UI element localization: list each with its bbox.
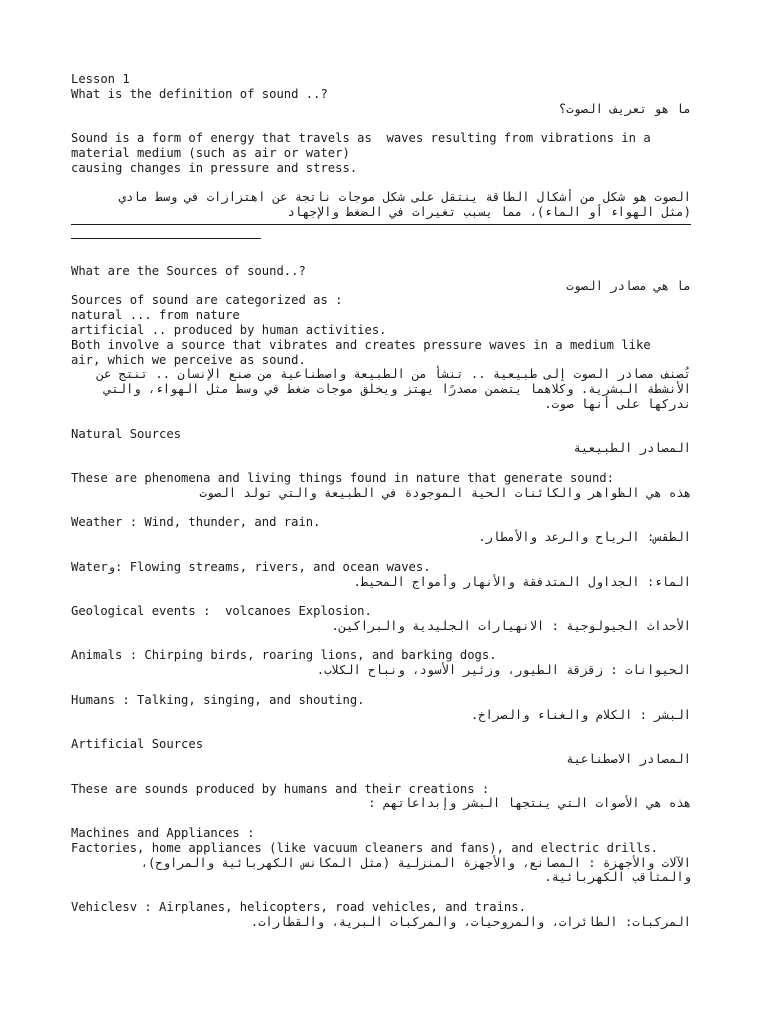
geological-ar: الأحداث الجيولوجية : الانهيارات الجليدية والبراكين. [331,618,691,633]
definition-en-line-2: material medium (such as air or water) [71,145,350,160]
sources-both-line-2: air, which we perceive as sound. [71,352,306,367]
definition-ar-line-1: الصوت هو شكل من أشكال الطاقة ينتقل على شكل موجات ناتجة عن اهتزازات في وسط مادي [118,190,691,205]
water-en: Waterو: Flowing streams, rivers, and ocean waves. [71,559,431,574]
sources-categorized: Sources of sound are categorized as : [71,293,343,308]
definition-ar-line-2: (مثل الهواء أو الماء)، مما يسبب تغيرات في الضغط والإجهاد [287,205,691,220]
natural-intro-ar: هذه هي الظواهر والكائنات الحية الموجودة في الطبيعة والتي تولد الصوت [199,485,691,500]
natural-intro-en: These are phenomena and living things found in nature that generate sound: [71,470,614,485]
vehicles-ar: المركبات: الطائرات، والمروحيات، والمركبات البرية، والقطارات. [250,914,691,929]
animals-en: Animals : Chirping birds, roaring lions, and barking dogs. [71,648,497,663]
machines-en: Factories, home appliances (like vacuum cleaners and fans), and electric drills. [71,840,658,855]
natural-heading-ar: المصادر الطبيعية [573,441,691,456]
humans-en: Humans : Talking, singing, and shouting. [71,692,365,707]
sources-ar-line-1: تُصنف مصادر الصوت إلى طبيعية .. تنشأ من الطبيعة واصطناعية من صنع الإنسان .. تنتج عن [96,367,691,382]
sources-ar-line-3: ندركها على أنها صوت. [544,396,691,411]
definition-en-line-3: causing changes in pressure and stress. [71,160,358,175]
sources-both-line-1: Both involve a source that vibrates and creates pressure waves in a medium like [71,337,651,352]
divider-long [71,224,691,225]
definition-question-ar: ما هو تعريف الصوت؟ [558,101,691,116]
artificial-intro-ar: هذه هي الأصوات التي ينتجها البشر وإبداعاتهم : [368,796,691,811]
sources-natural: natural ... from nature [71,308,240,323]
artificial-heading-en: Artificial Sources [71,737,204,752]
sources-question-en: What are the Sources of sound..? [71,263,306,278]
machines-ar-line-1: الآلات والأجهزة : المصانع، والأجهزة المنزلية (مثل المكانس الكهربائية والمراوح)، [140,855,691,870]
definition-en-line-1: Sound is a form of energy that travels as waves resulting from vibrations in a [71,131,651,146]
weather-ar: الطقس: الرياح والرعد والأمطار. [478,530,691,545]
water-ar: الماء: الجداول المتدفقة والأنهار وأمواج المحيط. [353,574,691,589]
definition-question-en: What is the definition of sound ..? [71,86,328,101]
sources-ar-line-2: الأنشطة البشرية. وكلاهما يتضمن مصدرًا يهتز ويخلق موجات ضغط في وسط مثل الهواء، والتي [104,382,691,397]
lesson-title: Lesson 1 [71,72,130,86]
animals-ar: الحيوانات : زقزقة الطيور، وزئير الأسود، ونباح الكلاب. [316,663,691,678]
artificial-intro-en: These are sounds produced by humans and their creations : [71,781,490,796]
machines-heading: Machines and Appliances : [71,826,255,841]
sources-artificial: artificial .. produced by human activities. [71,322,387,337]
artificial-heading-ar: المصادر الاصطناعية [566,752,691,767]
natural-heading-en: Natural Sources [71,426,182,441]
geological-en: Geological events : volcanoes Explosion. [71,604,372,619]
machines-ar-line-2: والمثاقب الكهربائية. [544,870,691,885]
sources-question-ar: ما هي مصادر الصوت [566,278,691,293]
humans-ar: البشر : الكلام والغناء والصراخ. [470,707,691,722]
vehicles-en: Vehiclesv : Airplanes, helicopters, road vehicles, and trains. [71,900,526,915]
document-page [71,72,691,930]
weather-en: Weather : Wind, thunder, and rain. [71,515,321,530]
